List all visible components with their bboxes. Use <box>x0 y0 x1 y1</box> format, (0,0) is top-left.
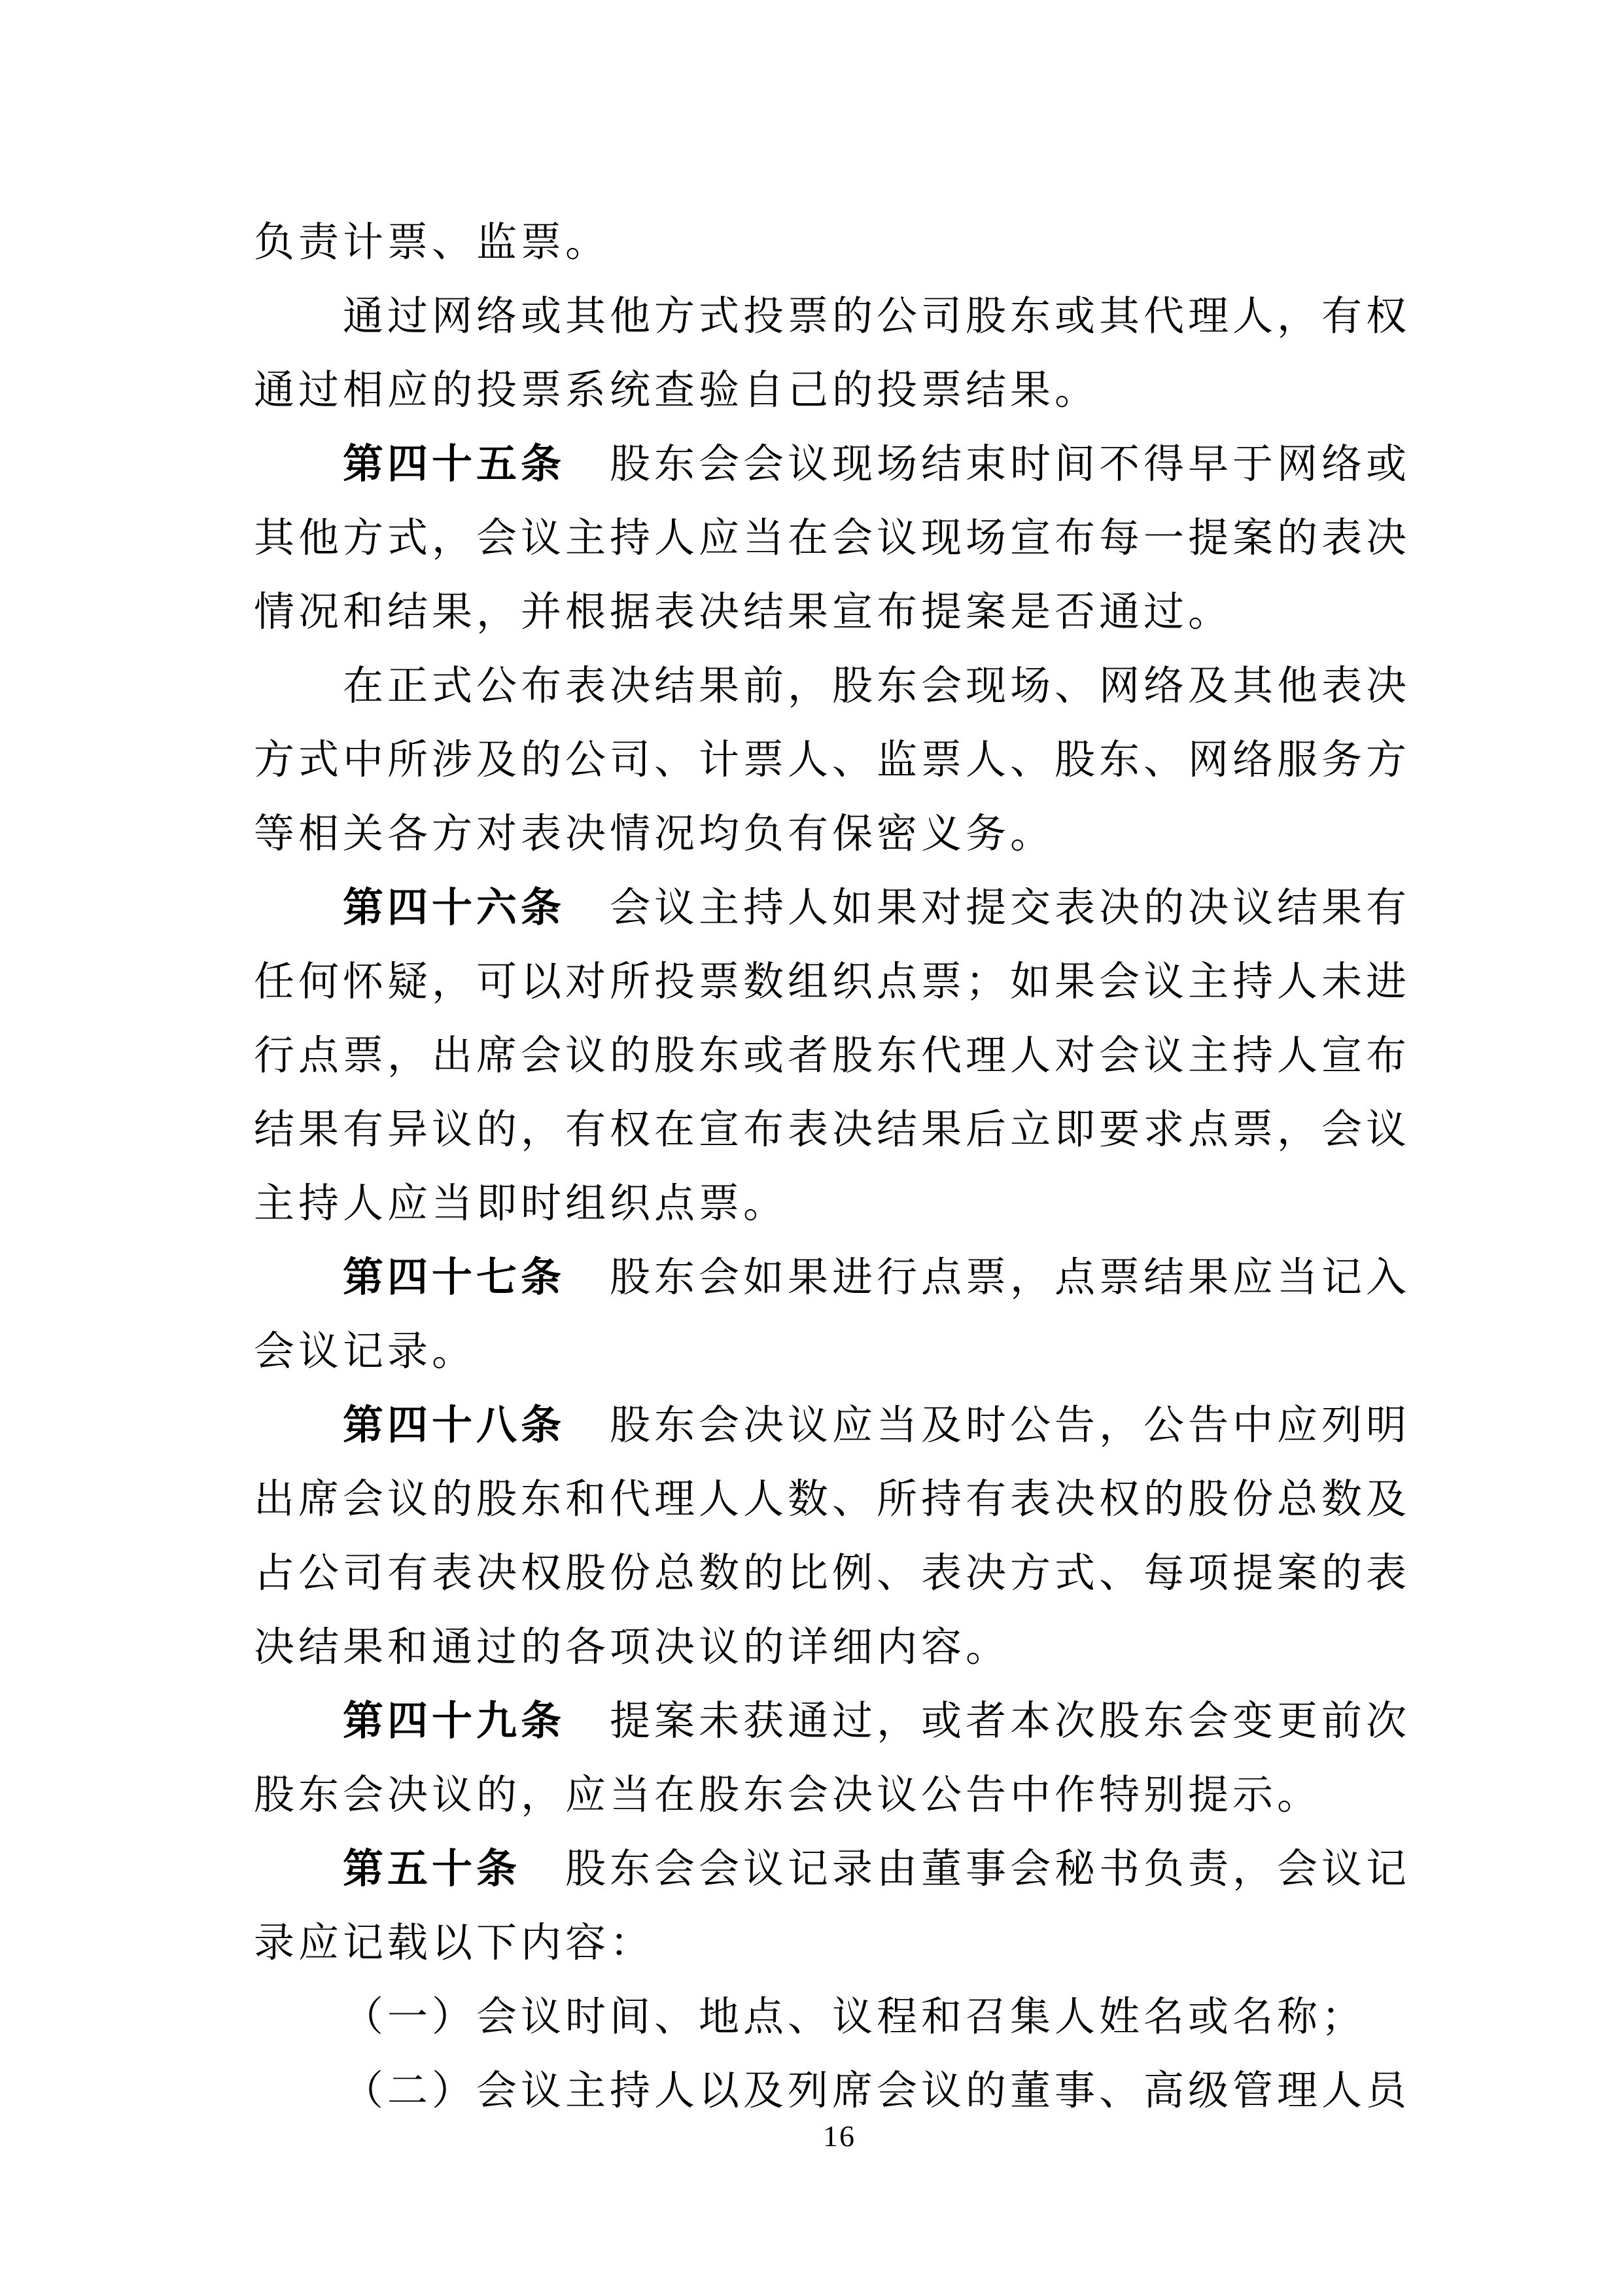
text-run: 股东会决议应当及时公告，公告中应列明 <box>565 1404 1411 1448</box>
text-line <box>254 442 1431 516</box>
text-run: 提案未获通过，或者本次股东会变更前次 <box>565 1699 1411 1744</box>
text-run: 情况和结果，并根据表决结果宣布提案是否通过。 <box>254 590 1233 635</box>
text-run: 股东会会议记录由董事会秘书负责，会议记 <box>521 1847 1411 1892</box>
text-line <box>254 1920 1431 1994</box>
text-run: 会议记录。 <box>254 1330 477 1374</box>
text-run: 股东会如果进行点票，点票结果应当记入 <box>565 1256 1411 1300</box>
text-line <box>254 1625 1431 1699</box>
article-number: 第五十条 <box>343 1847 521 1892</box>
text-run: 占公司有表决权股份总数的比例、表决方式、每项提案的表 <box>254 1551 1411 1596</box>
text-line <box>254 663 1431 737</box>
text-run: 通过相应的投票系统查验自己的投票结果。 <box>254 368 1100 413</box>
text-block <box>254 220 1431 2142</box>
text-line <box>254 368 1431 442</box>
text-run: 结果有异议的，有权在宣布表决结果后立即要求点票，会议 <box>254 1108 1411 1152</box>
text-run: 其他方式，会议主持人应当在会议现场宣布每一提案的表决 <box>254 516 1411 561</box>
text-line <box>254 516 1431 590</box>
text-run: 方式中所涉及的公司、计票人、监票人、股东、网络服务方 <box>254 738 1411 783</box>
page-number: 16 <box>823 2119 856 2153</box>
text-line <box>254 1107 1431 1181</box>
text-line <box>254 1255 1431 1329</box>
text-run: 决结果和通过的各项决议的详细内容。 <box>254 1625 1011 1670</box>
text-run: 会议主持人如果对提交表决的决议结果有 <box>565 886 1411 930</box>
text-run: 股东会决议的，应当在股东会决议公告中作特别提示。 <box>254 1773 1322 1818</box>
article-number: 第四十六条 <box>343 886 566 930</box>
article-number: 第四十五条 <box>343 442 566 487</box>
text-run: 在正式公布表决结果前，股东会现场、网络及其他表决 <box>343 664 1411 709</box>
text-run: 股东会会议现场结束时间不得早于网络或 <box>565 442 1411 487</box>
article-number: 第四十九条 <box>343 1699 566 1744</box>
text-run: （一）会议时间、地点、议程和召集人姓名或名称； <box>343 1995 1367 2040</box>
text-run: 出席会议的股东和代理人人数、所持有表决权的股份总数及 <box>254 1477 1411 1522</box>
text-line <box>254 1181 1431 1255</box>
text-run: （二）会议主持人以及列席会议的董事、高级管理人员 <box>343 2069 1411 2113</box>
text-line <box>254 1329 1431 1403</box>
text-run: 主持人应当即时组织点票。 <box>254 1182 788 1226</box>
text-line <box>254 737 1431 811</box>
text-line <box>254 590 1431 663</box>
text-line <box>254 1551 1431 1625</box>
article-number: 第四十七条 <box>343 1256 566 1300</box>
text-line <box>254 220 1431 294</box>
text-line <box>254 1403 1431 1477</box>
text-run: 负责计票、监票。 <box>254 221 610 265</box>
text-run: 录应记载以下内容： <box>254 1921 655 1966</box>
text-run: 通过网络或其他方式投票的公司股东或其代理人，有权 <box>343 294 1411 339</box>
text-line <box>254 1773 1431 1846</box>
text-line <box>254 811 1431 885</box>
text-line <box>254 1033 1431 1107</box>
text-line <box>254 294 1431 368</box>
text-run: 等相关各方对表决情况均负有保密义务。 <box>254 812 1055 857</box>
text-run: 任何怀疑，可以对所投票数组织点票；如果会议主持人未进 <box>254 960 1411 1004</box>
text-line <box>254 1846 1431 1920</box>
text-line <box>254 1477 1431 1551</box>
text-line <box>254 885 1431 959</box>
text-line <box>254 1699 1431 1773</box>
text-line <box>254 1994 1431 2068</box>
text-run: 行点票，出席会议的股东或者股东代理人对会议主持人宣布 <box>254 1034 1411 1078</box>
text-line <box>254 959 1431 1033</box>
article-number: 第四十八条 <box>343 1404 566 1448</box>
